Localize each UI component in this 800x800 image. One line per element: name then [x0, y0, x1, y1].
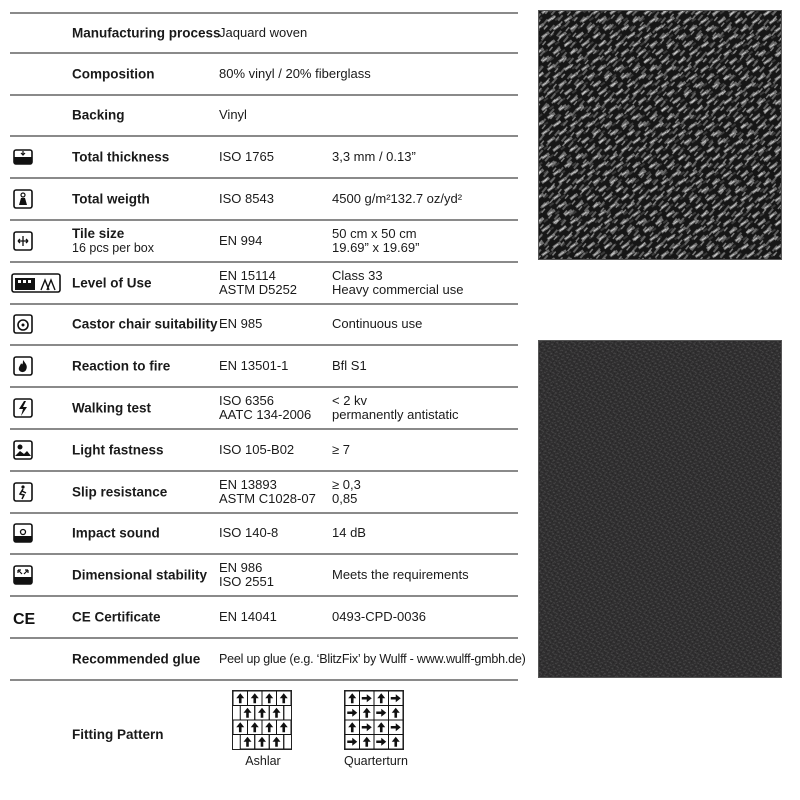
- spec-label: [72, 66, 155, 81]
- spec-value-line: ≥ 0,3: [332, 476, 361, 492]
- spec-value-line: Continuous use: [332, 316, 423, 332]
- slip-resistance-icon: [11, 480, 35, 504]
- spec-value-line: ≥ 7: [332, 441, 350, 457]
- spec-standard-line: EN 13893: [219, 476, 277, 492]
- spec-standard: [219, 394, 311, 422]
- spec-standard: [219, 317, 262, 331]
- spec-row: [10, 388, 518, 430]
- spec-label: [72, 317, 218, 332]
- spec-value: [332, 478, 361, 506]
- spec-standard-line: Vinyl: [219, 107, 247, 123]
- spec-standard: [219, 108, 247, 122]
- spec-row: [10, 54, 518, 96]
- spec-label: [72, 526, 160, 541]
- spec-label: [72, 227, 154, 255]
- spec-label-text: Reaction to fire: [72, 358, 171, 374]
- spec-standard-line: 80% vinyl / 20% fiberglass: [219, 65, 371, 81]
- spec-standard-line: EN 985: [219, 316, 263, 332]
- spec-standard-line: EN 986: [219, 560, 263, 576]
- spec-standard-line: ISO 2551: [219, 574, 274, 590]
- spec-label-text: Light fastness: [72, 442, 164, 458]
- impact-sound-icon: [11, 521, 35, 545]
- spec-row: [10, 12, 518, 54]
- spec-value: [332, 227, 419, 255]
- spec-standard: [219, 67, 371, 81]
- spec-standard-line: ISO 140-8: [219, 525, 279, 541]
- spec-standard: [219, 443, 294, 457]
- spec-label: [72, 359, 170, 374]
- spec-label-text: Walking test: [72, 400, 152, 416]
- spec-value-line: < 2 kv: [332, 393, 368, 409]
- spec-label-text: Castor chair suitability: [72, 316, 218, 332]
- spec-value: [332, 359, 367, 373]
- spec-label: [72, 401, 151, 416]
- light-fastness-icon: [11, 438, 35, 462]
- spec-label: [72, 442, 164, 457]
- castor-chair-icon: [11, 312, 35, 336]
- spec-value-line: 0493-CPD-0036: [332, 609, 426, 625]
- spec-label-text: CE Certificate: [72, 609, 161, 625]
- spec-value: [332, 568, 469, 582]
- spec-value-line: 19.69” x 19.69”: [332, 239, 420, 255]
- spec-row: [10, 137, 518, 179]
- spec-standard: [219, 26, 307, 40]
- spec-standard-line: EN 14041: [219, 609, 277, 625]
- spec-standard-line: ISO 105-B02: [219, 441, 295, 457]
- thickness-icon: [11, 145, 35, 169]
- spec-label-text: Dimensional stability: [72, 567, 208, 583]
- spec-sublabel: 16 pcs per box: [72, 240, 154, 255]
- dimensional-stability-icon: [11, 563, 35, 587]
- spec-row: [10, 96, 518, 138]
- spec-value-line: permanently antistatic: [332, 407, 459, 423]
- spec-value-line: Meets the requirements: [332, 567, 469, 583]
- spec-label-text: Total weigth: [72, 191, 150, 207]
- spec-row: [10, 472, 518, 514]
- spec-value: [332, 526, 366, 540]
- spec-standard-line: AATC 134-2006: [219, 407, 312, 423]
- spec-label-text: Backing: [72, 107, 125, 123]
- woven-texture-closeup: [538, 10, 782, 260]
- spec-standard: [219, 150, 274, 164]
- spec-label: [72, 192, 150, 207]
- spec-value-line: 50 cm x 50 cm: [332, 225, 417, 241]
- spec-row: [10, 263, 518, 305]
- spec-value-line: Bfl S1: [332, 358, 367, 374]
- fitting-pattern-label: Fitting Pattern: [72, 727, 164, 742]
- spec-value: [332, 192, 462, 206]
- spec-standard: [219, 610, 277, 624]
- tile-surface-view: [538, 340, 782, 678]
- ashlar-caption: Ashlar: [245, 754, 281, 768]
- spec-value: [332, 317, 422, 331]
- spec-standard: [219, 478, 316, 506]
- spec-row: [10, 305, 518, 347]
- spec-standard: [219, 561, 274, 589]
- spec-value-line: 14 dB: [332, 525, 366, 541]
- svg-text:CE: CE: [13, 611, 35, 629]
- spec-standard: [219, 234, 262, 248]
- spec-label: [72, 568, 207, 583]
- spec-table: [10, 12, 526, 681]
- spec-standard-line: EN 13501-1: [219, 358, 289, 374]
- spec-standard: [219, 269, 297, 297]
- spec-value-wide: Peel up glue (e.g. ‘BlitzFix’ by Wulff - www.wulff-gmbh.de): [219, 651, 526, 666]
- spec-standard-line: ASTM D5252: [219, 281, 298, 297]
- fire-icon: [11, 354, 35, 378]
- spec-row: [10, 597, 518, 639]
- spec-label: [72, 484, 167, 499]
- spec-row: [10, 430, 518, 472]
- spec-value-line: 3,3 mm / 0.13”: [332, 149, 416, 165]
- spec-standard-line: EN 15114: [219, 267, 276, 283]
- spec-label-text: Slip resistance: [72, 484, 168, 500]
- spec-label: [72, 275, 152, 290]
- spec-standard: [219, 192, 274, 206]
- quarterturn-pattern-icon: [344, 690, 404, 750]
- spec-value: [332, 610, 426, 624]
- spec-label-text: Manufacturing process: [72, 25, 221, 41]
- spec-row: [10, 555, 518, 597]
- spec-standard-line: ASTM C1028-07: [219, 490, 316, 506]
- level-of-use-icon: [11, 271, 61, 295]
- quarterturn-pattern: [344, 690, 406, 768]
- spec-label: [72, 25, 221, 40]
- ashlar-pattern-icon: [232, 690, 292, 750]
- spec-row: [10, 514, 518, 556]
- spec-label-text: Impact sound: [72, 525, 160, 541]
- spec-standard-line: ISO 8543: [219, 191, 274, 207]
- spec-row: [10, 179, 518, 221]
- spec-standard: [219, 359, 288, 373]
- spec-label: [72, 651, 200, 666]
- spec-standard-line: Jaquard woven: [219, 24, 308, 40]
- spec-label-text: Total thickness: [72, 149, 170, 165]
- spec-standard: [219, 526, 278, 540]
- spec-standard-line: EN 994: [219, 232, 263, 248]
- spec-value-line: 0,85: [332, 490, 358, 506]
- spec-label-text: Composition: [72, 66, 155, 82]
- spec-label-text: Tile size: [72, 225, 125, 241]
- ashlar-pattern: [232, 690, 294, 768]
- spec-value-line: Heavy commercial use: [332, 281, 464, 297]
- spec-value: [332, 443, 350, 457]
- spec-row: [10, 639, 526, 681]
- weight-icon: [11, 187, 35, 211]
- spec-label-text: Recommended glue: [72, 651, 201, 667]
- spec-row: [10, 346, 518, 388]
- spec-value: [332, 150, 416, 164]
- spec-value-line: 4500 g/m²132.7 oz/yd²: [332, 191, 463, 207]
- tile-size-icon: [11, 229, 35, 253]
- ce-mark-icon: [11, 605, 35, 629]
- spec-row: [10, 221, 518, 263]
- spec-label-text: Level of Use: [72, 275, 152, 291]
- spec-standard-line: ISO 1765: [219, 149, 274, 165]
- spec-label: [72, 108, 125, 123]
- walking-test-icon: [11, 396, 35, 420]
- spec-value: [332, 394, 458, 422]
- spec-value-line: Class 33: [332, 267, 383, 283]
- spec-label: [72, 610, 161, 625]
- spec-value: [332, 269, 464, 297]
- quarterturn-caption: Quarterturn: [344, 754, 408, 768]
- spec-standard-line: ISO 6356: [219, 393, 274, 409]
- spec-label: [72, 150, 169, 165]
